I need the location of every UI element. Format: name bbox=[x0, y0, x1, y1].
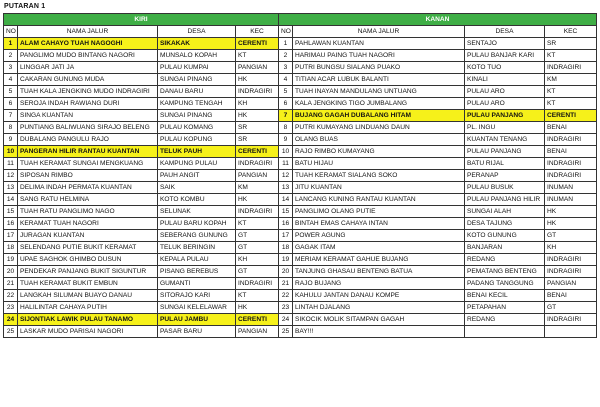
right-desa-cell: KOTO GUNUNG bbox=[465, 230, 545, 242]
right-nama-cell: TUAH INAYAN MANDULANG UNTUANG bbox=[293, 86, 465, 98]
left-desa-cell: SAIK bbox=[158, 182, 236, 194]
right-kec-cell: SR bbox=[545, 38, 597, 50]
right-kec-cell: BENAI bbox=[545, 290, 597, 302]
right-no-cell: 22 bbox=[279, 290, 293, 302]
left-nama-cell: TUAH KALA JENGKING MUDO INDRAGIRI bbox=[18, 86, 158, 98]
left-nama-cell: HALILINTAR CAHAYA PUTIH bbox=[18, 302, 158, 314]
left-desa-cell: KAMPUNG PULAU bbox=[158, 158, 236, 170]
right-kec-cell: KT bbox=[545, 86, 597, 98]
right-no-cell: 24 bbox=[279, 314, 293, 326]
left-nama-cell: ALAM CAHAYO TUAH NAGOGHI bbox=[18, 38, 158, 50]
right-kec-cell: INDRAGIRI bbox=[545, 170, 597, 182]
left-nama-cell: PANGERAN HILIR RANTAU KUANTAN bbox=[18, 146, 158, 158]
left-desa-cell: PAUH ANGIT bbox=[158, 170, 236, 182]
right-desa-cell: KINALI bbox=[465, 74, 545, 86]
left-kec-cell: HK bbox=[236, 194, 279, 206]
left-desa-cell: SUNGAI PINANG bbox=[158, 74, 236, 86]
left-kec-cell: PANGIAN bbox=[236, 170, 279, 182]
right-no-cell: 11 bbox=[279, 158, 293, 170]
right-kec-cell bbox=[545, 326, 597, 338]
right-no-cell: 6 bbox=[279, 98, 293, 110]
left-nama-cell: PANGLIMO MUDO BINTANG NAGORI bbox=[18, 50, 158, 62]
left-desa-cell: PULAU KOMANG bbox=[158, 122, 236, 134]
right-no-cell: 25 bbox=[279, 326, 293, 338]
right-desa-cell: BANJARAN bbox=[465, 242, 545, 254]
right-kec-cell: INUMAN bbox=[545, 194, 597, 206]
right-nama-cell: GAGAK ITAM bbox=[293, 242, 465, 254]
left-nama-cell: PENDEKAR PANJANG BUKIT SIGUNTUR bbox=[18, 266, 158, 278]
left-desa-cell: PISANG BEREBUS bbox=[158, 266, 236, 278]
right-nama-cell: PAHLAWAN KUANTAN bbox=[293, 38, 465, 50]
right-nama-cell: TANJUNG GHASAU BENTENG BATUA bbox=[293, 266, 465, 278]
right-desa-cell: REDANG bbox=[465, 254, 545, 266]
right-nama-cell: PUTRI KUMAYANG LINDUANG DAUN bbox=[293, 122, 465, 134]
right-nama-cell: PUTRI BUNGSU SIALANG PUAKO bbox=[293, 62, 465, 74]
left-kec-cell: KH bbox=[236, 254, 279, 266]
right-desa-cell: SUNGAI ALAH bbox=[465, 206, 545, 218]
left-kec-header: KEC bbox=[236, 26, 279, 38]
right-desa-cell: PETAPAHAN bbox=[465, 302, 545, 314]
right-kec-cell: GT bbox=[545, 302, 597, 314]
left-no-cell: 18 bbox=[4, 242, 18, 254]
right-kec-cell: KH bbox=[545, 242, 597, 254]
left-kec-cell: CERENTI bbox=[236, 314, 279, 326]
right-desa-cell: PL. INGU bbox=[465, 122, 545, 134]
left-desa-cell: TELUK BERINGIN bbox=[158, 242, 236, 254]
right-no-cell: 3 bbox=[279, 62, 293, 74]
left-nama-cell: DUBALANG PANGULU RAJO bbox=[18, 134, 158, 146]
right-kec-cell: INDRAGIRI bbox=[545, 158, 597, 170]
left-no-cell: 12 bbox=[4, 170, 18, 182]
left-nama-cell: DELIMA INDAH PERMATA KUANTAN bbox=[18, 182, 158, 194]
right-no-cell: 9 bbox=[279, 134, 293, 146]
left-kec-cell: SR bbox=[236, 122, 279, 134]
left-no-cell: 25 bbox=[4, 326, 18, 338]
right-nama-cell: KAHULU JANTAN DANAU KOMPE bbox=[293, 290, 465, 302]
right-nama-cell: SIKOCIK MOLIK SITAMPAN GAGAH bbox=[293, 314, 465, 326]
left-no-cell: 21 bbox=[4, 278, 18, 290]
left-nama-cell: JURAGAN KUANTAN bbox=[18, 230, 158, 242]
left-kec-cell: PANGIAN bbox=[236, 62, 279, 74]
left-kec-cell: SR bbox=[236, 134, 279, 146]
right-desa-cell: PULAU ARO bbox=[465, 98, 545, 110]
left-no-cell: 11 bbox=[4, 158, 18, 170]
right-no-cell: 2 bbox=[279, 50, 293, 62]
race-schedule-table bbox=[3, 13, 597, 338]
right-desa-cell: BATU RIJAL bbox=[465, 158, 545, 170]
left-nama-cell: TUAH RATU PANGLIMO NAGO bbox=[18, 206, 158, 218]
left-no-cell: 2 bbox=[4, 50, 18, 62]
right-nama-cell: TITIAN ACAR LUBUK BALANTI bbox=[293, 74, 465, 86]
right-nama-cell: TUAH KERAMAT SIALANG SOKO bbox=[293, 170, 465, 182]
right-kec-cell: HK bbox=[545, 218, 597, 230]
right-nama-cell: RAJO RIMBO KUMAYANG bbox=[293, 146, 465, 158]
left-no-cell: 15 bbox=[4, 206, 18, 218]
right-nama-cell: OLANG BUAS bbox=[293, 134, 465, 146]
left-desa-cell: SITORAJO KARI bbox=[158, 290, 236, 302]
left-no-cell: 23 bbox=[4, 302, 18, 314]
right-section-header: KANAN bbox=[279, 14, 597, 26]
left-kec-cell: INDRAGIRI bbox=[236, 158, 279, 170]
right-no-cell: 21 bbox=[279, 278, 293, 290]
right-kec-header: KEC bbox=[545, 26, 597, 38]
right-no-cell: 7 bbox=[279, 110, 293, 122]
left-kec-cell: KT bbox=[236, 290, 279, 302]
right-desa-cell: PULAU BUSUK bbox=[465, 182, 545, 194]
left-kec-cell: KT bbox=[236, 50, 279, 62]
left-desa-cell: TELUK PAUH bbox=[158, 146, 236, 158]
right-nama-cell: LANCANG KUNING RANTAU KUANTAN bbox=[293, 194, 465, 206]
left-nama-cell: SIPOSAN RIMBO bbox=[18, 170, 158, 182]
left-nama-cell: SEROJA INDAH RAWIANG DURI bbox=[18, 98, 158, 110]
left-desa-cell: GUMANTI bbox=[158, 278, 236, 290]
left-kec-cell: INDRAGIRI bbox=[236, 86, 279, 98]
right-desa-cell: PULAU PANJANG HILIR bbox=[465, 194, 545, 206]
left-kec-cell: KH bbox=[236, 98, 279, 110]
right-no-cell: 4 bbox=[279, 74, 293, 86]
right-nama-cell: RAJO BUJANG bbox=[293, 278, 465, 290]
right-desa-cell: DESA TAJUNG bbox=[465, 218, 545, 230]
right-nama-cell: MERIAM KERAMAT GAHUE BUJANG bbox=[293, 254, 465, 266]
right-desa-header: DESA bbox=[465, 26, 545, 38]
left-kec-cell: CERENTI bbox=[236, 38, 279, 50]
right-no-cell: 8 bbox=[279, 122, 293, 134]
right-desa-cell: PEMATANG BENTENG bbox=[465, 266, 545, 278]
right-no-cell: 17 bbox=[279, 230, 293, 242]
right-no-cell: 19 bbox=[279, 254, 293, 266]
right-nama-cell: POWER AGUNG bbox=[293, 230, 465, 242]
left-no-cell: 7 bbox=[4, 110, 18, 122]
left-no-cell: 24 bbox=[4, 314, 18, 326]
right-kec-cell: INUMAN bbox=[545, 182, 597, 194]
left-kec-cell: HK bbox=[236, 302, 279, 314]
right-no-cell: 16 bbox=[279, 218, 293, 230]
right-no-cell: 13 bbox=[279, 182, 293, 194]
right-no-cell: 18 bbox=[279, 242, 293, 254]
right-no-cell: 20 bbox=[279, 266, 293, 278]
left-no-cell: 17 bbox=[4, 230, 18, 242]
left-desa-cell: KOTO KOMBU bbox=[158, 194, 236, 206]
right-kec-cell: INDRAGIRI bbox=[545, 254, 597, 266]
left-nama-cell: UPAE SAGHOK GHIMBO DUSUN bbox=[18, 254, 158, 266]
right-nama-cell: BAY!!! bbox=[293, 326, 465, 338]
left-no-cell: 19 bbox=[4, 254, 18, 266]
right-nama-cell: KALA JENGKING TIGO JUMBALANG bbox=[293, 98, 465, 110]
left-no-cell: 9 bbox=[4, 134, 18, 146]
right-desa-cell: SENTAJO bbox=[465, 38, 545, 50]
right-nama-cell: PANGLIMO OLANG PUTIE bbox=[293, 206, 465, 218]
right-desa-cell bbox=[465, 326, 545, 338]
right-desa-cell: PULAU PANJANG bbox=[465, 146, 545, 158]
left-nama-cell: LASKAR MUDO PARISAI NAGORI bbox=[18, 326, 158, 338]
left-desa-cell: SIKAKAK bbox=[158, 38, 236, 50]
right-desa-cell: PULAU ARO bbox=[465, 86, 545, 98]
left-kec-cell: GT bbox=[236, 266, 279, 278]
left-no-cell: 10 bbox=[4, 146, 18, 158]
right-desa-cell: BENAI KECIL bbox=[465, 290, 545, 302]
left-desa-cell: KAMPUNG TENGAH bbox=[158, 98, 236, 110]
left-kec-cell: GT bbox=[236, 230, 279, 242]
right-nama-cell: BINTAH EMAS CAHAYA INTAN bbox=[293, 218, 465, 230]
right-nama-cell: LINTAH DJALANG bbox=[293, 302, 465, 314]
left-no-cell: 3 bbox=[4, 62, 18, 74]
right-nama-cell: BATU HIJAU bbox=[293, 158, 465, 170]
left-nama-cell: LINGGAR JATI JA bbox=[18, 62, 158, 74]
left-desa-cell: SELUNAK bbox=[158, 206, 236, 218]
left-kec-cell: HK bbox=[236, 74, 279, 86]
right-desa-cell: PERANAP bbox=[465, 170, 545, 182]
left-no-cell: 4 bbox=[4, 74, 18, 86]
left-desa-cell: SEBERANG GUNUNG bbox=[158, 230, 236, 242]
left-kec-cell: KM bbox=[236, 182, 279, 194]
left-no-cell: 1 bbox=[4, 38, 18, 50]
left-nama-cell: PUNTIANG BALIWUANG SIRAJO BELENG bbox=[18, 122, 158, 134]
left-kec-cell: PANGIAN bbox=[236, 326, 279, 338]
left-kec-cell: KT bbox=[236, 218, 279, 230]
left-desa-cell: PULAU JAMBU bbox=[158, 314, 236, 326]
right-no-cell: 23 bbox=[279, 302, 293, 314]
right-no-cell: 12 bbox=[279, 170, 293, 182]
right-desa-cell: KOTO TUO bbox=[465, 62, 545, 74]
left-desa-cell: DANAU BARU bbox=[158, 86, 236, 98]
left-nama-cell: TUAH KERAMAT BUKIT EMBUN bbox=[18, 278, 158, 290]
left-no-cell: 6 bbox=[4, 98, 18, 110]
right-no-cell: 5 bbox=[279, 86, 293, 98]
left-no-cell: 14 bbox=[4, 194, 18, 206]
right-nama-header: NAMA JALUR bbox=[293, 26, 465, 38]
right-no-cell: 15 bbox=[279, 206, 293, 218]
right-kec-cell: KT bbox=[545, 98, 597, 110]
left-no-cell: 16 bbox=[4, 218, 18, 230]
left-desa-cell: SUNGAI KELELAWAR bbox=[158, 302, 236, 314]
left-nama-header: NAMA JALUR bbox=[18, 26, 158, 38]
left-desa-cell: MUNSALO KOPAH bbox=[158, 50, 236, 62]
left-desa-cell: PASAR BARU bbox=[158, 326, 236, 338]
right-desa-cell: REDANG bbox=[465, 314, 545, 326]
right-no-cell: 1 bbox=[279, 38, 293, 50]
right-no-header: NO bbox=[279, 26, 293, 38]
right-desa-cell: KUANTAN TENANG bbox=[465, 134, 545, 146]
right-nama-cell: JITU KUANTAN bbox=[293, 182, 465, 194]
left-desa-cell: SUNGAI PINANG bbox=[158, 110, 236, 122]
right-kec-cell: INDRAGIRI bbox=[545, 134, 597, 146]
right-kec-cell: KM bbox=[545, 74, 597, 86]
left-no-cell: 5 bbox=[4, 86, 18, 98]
left-desa-header: DESA bbox=[158, 26, 236, 38]
left-kec-cell: INDRAGIRI bbox=[236, 278, 279, 290]
left-nama-cell: SINGA KUANTAN bbox=[18, 110, 158, 122]
right-kec-cell: INDRAGIRI bbox=[545, 314, 597, 326]
right-nama-cell: BUJANG GAGAH DUBALANG HITAM bbox=[293, 110, 465, 122]
right-kec-cell: INDRAGIRI bbox=[545, 62, 597, 74]
left-desa-cell: PULAU BARU KOPAH bbox=[158, 218, 236, 230]
right-nama-cell: HARIMAU PAING TUAH NAGORI bbox=[293, 50, 465, 62]
left-nama-cell: CAKARAN GUNUNG MUDA bbox=[18, 74, 158, 86]
right-no-cell: 14 bbox=[279, 194, 293, 206]
left-nama-cell: SANG RATU HELMINA bbox=[18, 194, 158, 206]
right-kec-cell: BENAI bbox=[545, 122, 597, 134]
left-nama-cell: TUAH KERAMAT SUNGAI MENGKUANG bbox=[18, 158, 158, 170]
left-nama-cell: LANGKAH SILUMAN BUAYO DANAU bbox=[18, 290, 158, 302]
left-no-header: NO bbox=[4, 26, 18, 38]
left-desa-cell: PULAU KUMPAI bbox=[158, 62, 236, 74]
left-desa-cell: KEPALA PULAU bbox=[158, 254, 236, 266]
left-nama-cell: SIJONTIAK LAWIK PULAU TANAMO bbox=[18, 314, 158, 326]
right-kec-cell: HK bbox=[545, 206, 597, 218]
right-desa-cell: PULAU BANJAR KARI bbox=[465, 50, 545, 62]
left-kec-cell: GT bbox=[236, 242, 279, 254]
right-kec-cell: BENAI bbox=[545, 146, 597, 158]
left-nama-cell: KERAMAT TUAH NAGORI bbox=[18, 218, 158, 230]
right-kec-cell: CERENTI bbox=[545, 110, 597, 122]
right-kec-cell: INDRAGIRI bbox=[545, 266, 597, 278]
left-kec-cell: HK bbox=[236, 110, 279, 122]
right-kec-cell: KT bbox=[545, 50, 597, 62]
left-no-cell: 13 bbox=[4, 182, 18, 194]
left-kec-cell: CERENTI bbox=[236, 146, 279, 158]
left-nama-cell: SELENDANG PUTIE BUKIT KERAMAT bbox=[18, 242, 158, 254]
page-title: PUTARAN 1 bbox=[4, 3, 46, 10]
right-kec-cell: GT bbox=[545, 230, 597, 242]
right-desa-cell: PADANG TANGGUNG bbox=[465, 278, 545, 290]
right-kec-cell: PANGIAN bbox=[545, 278, 597, 290]
right-no-cell: 10 bbox=[279, 146, 293, 158]
left-section-header: KIRI bbox=[4, 14, 279, 26]
left-no-cell: 20 bbox=[4, 266, 18, 278]
left-kec-cell: INDRAGIRI bbox=[236, 206, 279, 218]
left-no-cell: 8 bbox=[4, 122, 18, 134]
left-desa-cell: PULAU KOPUNG bbox=[158, 134, 236, 146]
right-desa-cell: PULAU PANJANG bbox=[465, 110, 545, 122]
left-no-cell: 22 bbox=[4, 290, 18, 302]
